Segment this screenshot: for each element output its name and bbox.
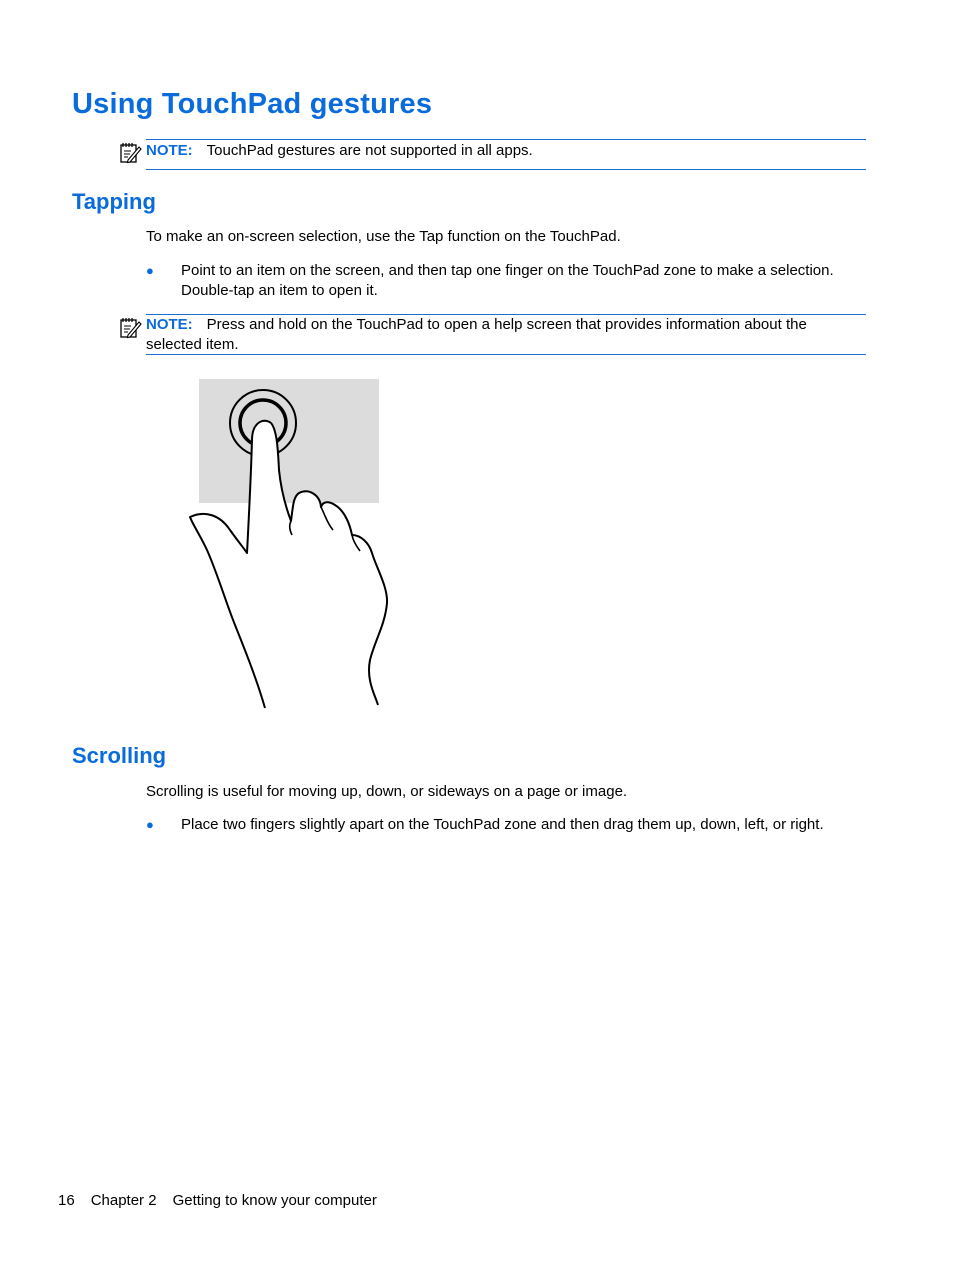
bullet-icon: ● bbox=[146, 263, 154, 278]
section-intro: To make an on-screen selection, use the Tap function on the TouchPad. bbox=[146, 228, 621, 245]
note-icon bbox=[118, 316, 142, 340]
list-item-text: Place two fingers slightly apart on the TouchPad zone and then drag them up, down, left, or right. bbox=[181, 816, 824, 833]
note-label: NOTE: bbox=[146, 142, 193, 159]
section-heading-tapping: Tapping bbox=[72, 189, 156, 214]
footer-chapter-title: Getting to know your computer bbox=[172, 1192, 377, 1209]
section-heading-scrolling: Scrolling bbox=[72, 743, 167, 768]
page-footer bbox=[58, 1192, 377, 1209]
touchpad-zone bbox=[199, 379, 379, 503]
tap-gesture-illustration bbox=[185, 375, 395, 715]
note-label: NOTE: bbox=[146, 316, 193, 333]
list-item bbox=[146, 815, 864, 855]
section-intro: Scrolling is useful for moving up, down, or sideways on a page or image. bbox=[146, 783, 628, 800]
footer-chapter: Chapter 2 bbox=[90, 1192, 157, 1209]
note-icon bbox=[118, 141, 142, 165]
page-title: Using TouchPad gestures bbox=[72, 88, 433, 120]
list-item-text: Point to an item on the screen, and then tap one finger on the TouchPad zone to make a selection. Double-tap an item to open it. bbox=[181, 262, 834, 299]
note-box bbox=[146, 314, 866, 355]
note-text: Press and hold on the TouchPad to open a help screen that provides information about the selected item. bbox=[146, 316, 807, 353]
list-item bbox=[146, 261, 864, 301]
note-text: TouchPad gestures are not supported in all apps. bbox=[206, 142, 533, 159]
note-box bbox=[146, 139, 866, 170]
page-number: 16 bbox=[58, 1192, 75, 1209]
bullet-icon: ● bbox=[146, 817, 154, 832]
